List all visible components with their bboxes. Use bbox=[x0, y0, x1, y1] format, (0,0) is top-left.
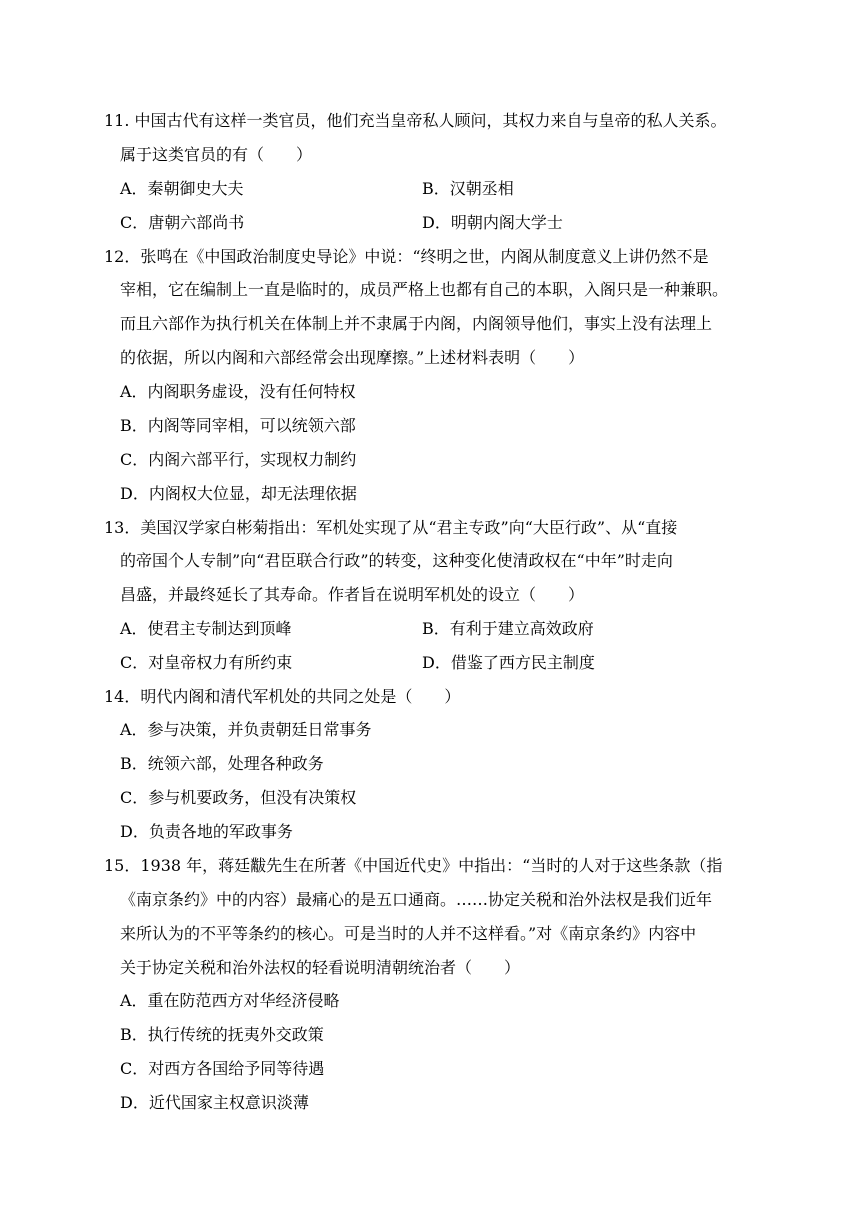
question-13-stem-line-3: 昌盛，并最终延长了其寿命。作者旨在说明军机处的设立（ ） bbox=[120, 585, 585, 604]
question-15-stem-line-3: 来所认为的不平等条约的核心。可是当时的人并不这样看。”对《南京条约》内容中 bbox=[120, 924, 697, 943]
question-15-option-d: D．近代国家主权意识淡薄 bbox=[120, 1093, 309, 1112]
question-13-stem-line-2: 的帝国个人专制”向“君臣联合行政”的转变，这种变化使清政权在“中年”时走向 bbox=[120, 551, 673, 570]
question-12-option-b: B．内阁等同宰相，可以统领六部 bbox=[120, 416, 356, 435]
question-14-option-d: D．负责各地的军政事务 bbox=[120, 822, 293, 841]
question-11-stem-line-2: 属于这类官员的有（ ） bbox=[120, 145, 313, 164]
question-14-option-b: B．统领六部，处理各种政务 bbox=[120, 754, 324, 773]
question-12-option-d: D．内阁权大位显，却无法理依据 bbox=[120, 484, 357, 503]
question-13-stem-line-1: 13．美国汉学家白彬菊指出：军机处实现了从“君主专政”向“大臣行政”、从“直接 bbox=[104, 518, 678, 537]
question-12-option-c: C．内阁六部平行，实现权力制约 bbox=[120, 450, 357, 469]
question-15-stem-line-4: 关于协定关税和治外法权的轻看说明清朝统治者（ ） bbox=[120, 958, 521, 977]
question-13-option-b: B．有利于建立高效政府 bbox=[422, 619, 594, 638]
question-12-stem-line-1: 12．张鸣在《中国政治制度史导论》中说：“终明之世，内阁从制度意义上讲仍然不是 bbox=[104, 247, 709, 266]
question-12-option-a: A．内阁职务虚设，没有任何特权 bbox=[120, 382, 356, 401]
question-12-stem-line-4: 的依据，所以内阁和六部经常会出现摩擦。”上述材料表明（ ） bbox=[120, 348, 585, 367]
question-14-option-a: A．参与决策，并负责朝廷日常事务 bbox=[120, 720, 372, 739]
question-11-option-c: C．唐朝六部尚书 bbox=[120, 213, 245, 232]
question-11-stem-line-1: 11. 中国古代有这样一类官员，他们充当皇帝私人顾问，其权力来自与皇帝的私人关系。 bbox=[104, 111, 727, 130]
question-14-option-c: C．参与机要政务，但没有决策权 bbox=[120, 788, 357, 807]
question-15-stem-line-1: 15．1938 年，蒋廷黻先生在所著《中国近代史》中指出：“当时的人对于这些条款（指 bbox=[104, 856, 723, 875]
question-15-stem-line-2: 《南京条约》中的内容）最痛心的是五口通商。……协定关税和治外法权是我们近年 bbox=[120, 890, 713, 909]
question-12-stem-line-2: 宰相，它在编制上一直是临时的，成员严格上也都有自己的本职，入阁只是一种兼职。 bbox=[120, 280, 729, 299]
question-12-stem-line-3: 而且六部作为执行机关在体制上并不隶属于内阁，内阁领导他们，事实上没有法理上 bbox=[120, 314, 713, 333]
question-11-option-b: B．汉朝丞相 bbox=[422, 179, 514, 198]
question-13-option-c: C．对皇帝权力有所约束 bbox=[120, 653, 293, 672]
question-14-stem-line-1: 14．明代内阁和清代军机处的共同之处是（ ） bbox=[104, 687, 461, 706]
question-13-option-a: A．使君主专制达到顶峰 bbox=[120, 619, 292, 638]
question-15-option-b: B．执行传统的抚夷外交政策 bbox=[120, 1025, 324, 1044]
question-15-option-a: A．重在防范西方对华经济侵略 bbox=[120, 991, 340, 1010]
question-11-option-d: D．明朝内阁大学士 bbox=[422, 213, 563, 232]
question-13-option-d: D．借鉴了西方民主制度 bbox=[422, 653, 595, 672]
question-11-option-a: A．秦朝御史大夫 bbox=[120, 179, 244, 198]
question-15-option-c: C．对西方各国给予同等待遇 bbox=[120, 1059, 325, 1078]
